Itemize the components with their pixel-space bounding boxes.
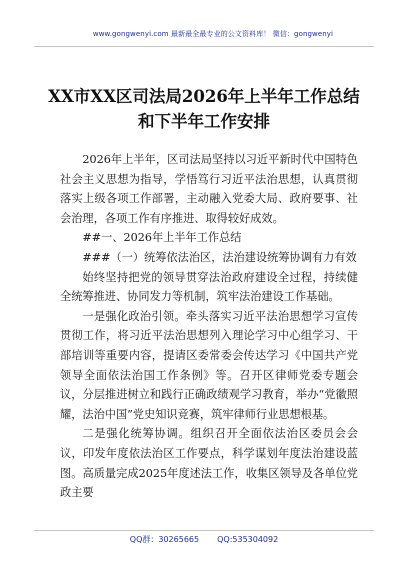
footer-contact	[0, 534, 408, 546]
footer-divider	[34, 530, 374, 531]
header-site-text: www.gongwenyi.com 最新最全最专业的公文资料库！ 微信：gongwenyi	[92, 30, 334, 38]
document-title: XX市XX区司法局2026年上半年工作总结和下半年工作安排	[48, 87, 360, 131]
paragraph-political-guidance: 一是强化政治引领。牵头落实习近平法治思想学习宣传贯彻工作，将习近平法治思想列入理论学习中心组学习、干部培训等重要内容，提请区委常委会传达学习《中国共产党领导全面依法治国工作条例》等。召开区律师党委专题会议，分层推进树立和践行正确政绩观学习教育，举办“党徽照耀，法治中国”党史知识竞赛，筑牢律师行业思想根基。	[60, 309, 358, 421]
paragraph-intro: 2026年上半年，区司法局坚持以习近平新时代中国特色社会主义思想为指导，学悟笃行习近平法治思想，认真贯彻落实上级各项工作部署，主动融入党委大局、政府要事、社会治理，各项工作有序推进、取得较好成效。	[60, 153, 358, 225]
paragraph-leadership: 始终坚持把党的领导贯穿法治政府建设全过程，持续健全统筹推进、协同发力等机制，筑牢法治建设工作基础。	[60, 270, 358, 304]
footer-qq-group: QQ群：30265665	[129, 535, 200, 544]
header-divider	[34, 46, 374, 47]
heading-section-1: ##一、2026年上半年工作总结	[82, 231, 242, 245]
footer-qq: QQ:535304092	[217, 535, 279, 544]
document-body	[60, 150, 358, 503]
heading-subsection-1: ###（一）统筹依法治区，法治建设统筹协调有力有效	[82, 250, 357, 264]
paragraph-coordination: 二是强化统筹协调。组织召开全面依法治区委员会会议，印发年度依法治区工作要点，科学谋划年度法治建设蓝图。高质量完成2025年度述法工作，收集区领导及各单位党政主要	[60, 427, 358, 500]
